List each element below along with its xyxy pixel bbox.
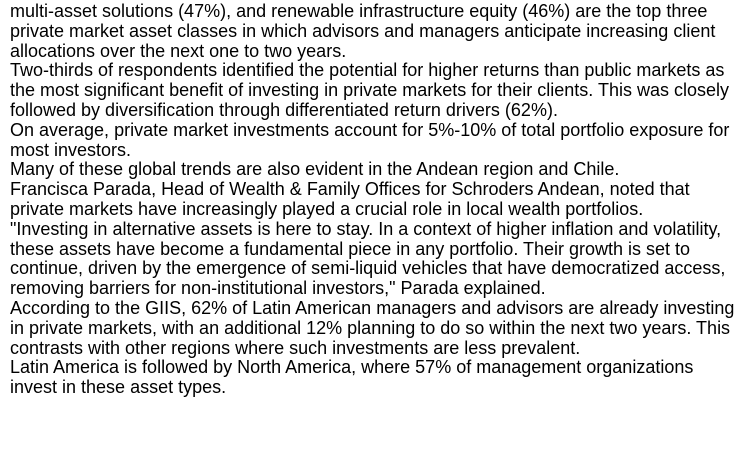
paragraph-asset-classes: multi-asset solutions (47%), and renewable infrastructure equity (46%) are the top three private market asset classes in which advisors and managers anticipate increasing client allocations over the next one to two years. [10,1,716,61]
paragraph-benefits: Two-thirds of respondents identified the potential for higher returns than public markets as the most significant benefit of investing in private markets for their clients. This was closely followed by diversification through differentiated return drivers (62%). [10,60,729,120]
paragraph-giis-latam: According to the GIIS, 62% of Latin American managers and advisors are already investing in private markets, with an additional 12% planning to do so within the next two years. This contrasts with other regions where such investments are less prevalent. [10,297,735,358]
paragraph-portfolio-exposure: On average, private market investments account for 5%-10% of total portfolio exposure for most investors. [10,119,730,160]
paragraph-parada-intro: Francisca Parada, Head of Wealth & Family Offices for Schroders Andean, noted that private markets have increasingly played a crucial role in local wealth portfolios. [10,179,690,219]
paragraph-north-america: Latin America is followed by North America, where 57% of management organizations invest in these asset types. [10,357,694,398]
paragraph-andean-trends: Many of these global trends are also evident in the Andean region and Chile. [10,159,620,180]
paragraph-parada-quote: "Investing in alternative assets is here to stay. In a context of higher inflation and volatility, these assets have become a fundamental piece in any portfolio. Their growth is set to continue, driven by the emergence of semi-liquid vehicles that have democratized access, removing barriers for non-institutional investors," Parada explained. [10,218,726,299]
